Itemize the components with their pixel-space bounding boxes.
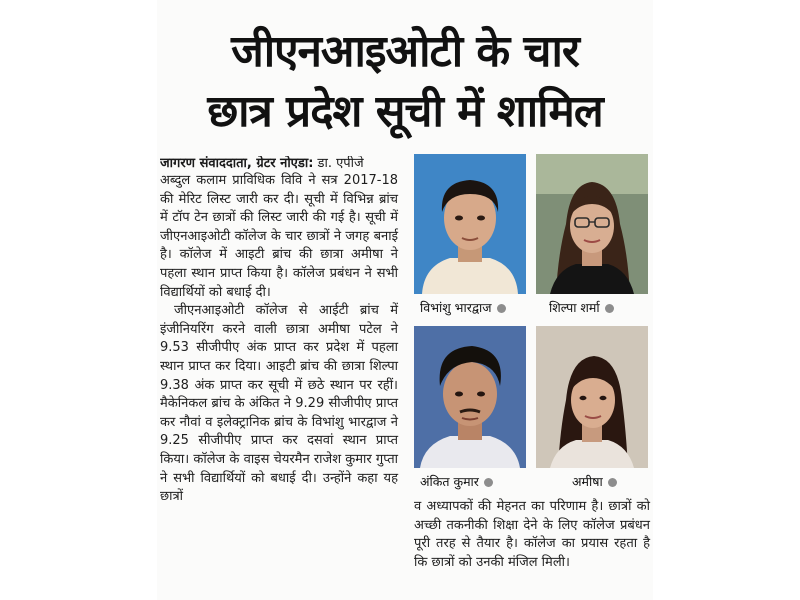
bullet-dot-icon	[608, 478, 617, 487]
caption-vibhanshu-bhardwaj	[420, 300, 506, 316]
caption-ankit-kumar	[420, 474, 493, 490]
photo-ankit-kumar	[414, 326, 526, 468]
photo-vibhanshu-bhardwaj	[414, 154, 526, 294]
photo-shilpa-sharma	[536, 154, 648, 294]
article-left-column	[160, 172, 398, 507]
byline-row	[160, 156, 398, 172]
article-paragraph-1: अब्दुल कलाम प्राविधिक विवि ने सत्र 2017-18 की मेरिट लिस्ट जारी कर दी। सूची में विभिन्न ब्रांच में टॉप टेन छात्रों की लिस्ट जारी की गई है। सूची में जीएनआइओटी कॉलेज के चार छात्रों ने जगह बनाई है। कॉलेज में आइटी ब्रांच की छात्रा अमीषा ने पहला स्थान प्राप्त किया है। कॉलेज प्रबंधन ने सभी विद्यार्थियों को बधाई दी।	[160, 173, 398, 300]
caption-text: शिल्पा शर्मा	[549, 300, 600, 315]
bullet-dot-icon	[605, 304, 614, 313]
byline-lead: डा. एपीजे	[313, 156, 364, 171]
article-paragraph-2: जीएनआइओटी कॉलेज से आईटी ब्रांच में इंजीनियरिंग करने वाली छात्रा अमीषा पटेल ने 9.53 सीजीपीए अंक प्राप्त कर प्रदेश में पहला स्थान प्राप्त कर दिया। आइटी ब्रांच की छात्रा शिल्पा 9.38 अंक प्राप्त कर सूची में छठे स्थान पर रहीं। मैकेनिकल ब्रांच के अंकित ने 9.29 सीजीपीए प्राप्त कर नौवां व इलेक्ट्रानिक ब्रांच के विभांशु भारद्वाज ने 9.25 सीजीपीए प्राप्त कर दसवां स्थान प्राप्त किया। कॉलेज के वाइस चेयरमैन राजेश कुमार गुप्ता ने सभी विद्यार्थियों को बधाई दी। उन्होंने कहा यह छात्रों	[160, 303, 398, 505]
headline-line-2: छात्र प्रदेश सूची में शामिल	[207, 86, 603, 137]
headline-line-1: जीएनआइओटी के चार	[231, 26, 579, 77]
caption-text: अमीषा	[572, 474, 603, 489]
caption-amisha	[572, 474, 617, 490]
byline-credit: जागरण संवाददाता, ग्रेटर नोएडा:	[160, 156, 314, 171]
caption-text: विभांशु भारद्वाज	[420, 300, 492, 315]
caption-text: अंकित कुमार	[420, 474, 479, 489]
photo-amisha	[536, 326, 648, 468]
article-paragraph-3: व अध्यापकों की मेहनत का परिणाम है। छात्रों को अच्छी तकनीकी शिक्षा देने के लिए कॉलेज प्रबंधन पूरी तरह से तैयार है। कॉलेज का प्रयास रहता है कि छात्रों को उनकी मंजिल मिली।	[414, 499, 650, 570]
caption-shilpa-sharma	[549, 300, 614, 316]
bullet-dot-icon	[497, 304, 506, 313]
article-right-column	[414, 498, 650, 572]
bullet-dot-icon	[484, 478, 493, 487]
